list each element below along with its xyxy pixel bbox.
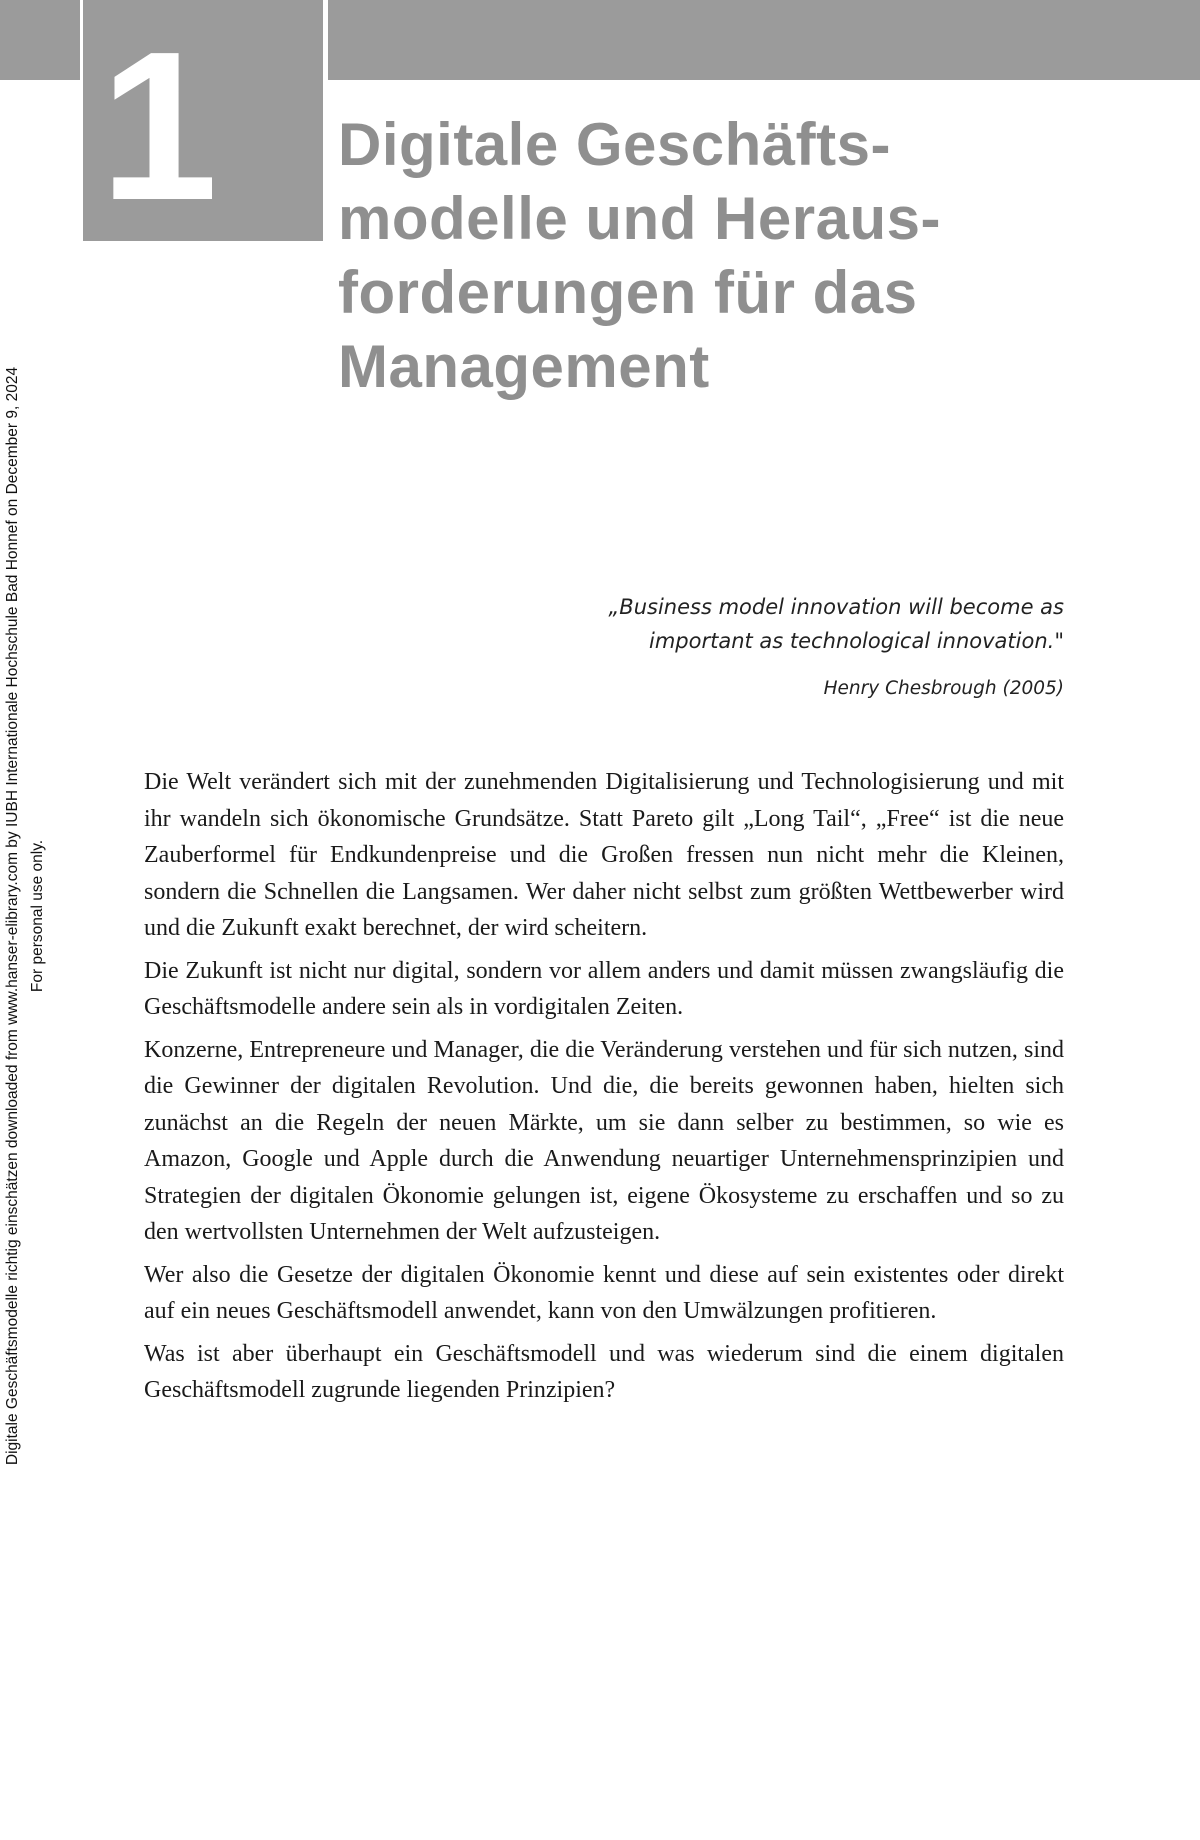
download-notice-line: For personal use only.: [29, 839, 46, 993]
epigraph: [500, 590, 1064, 702]
download-notice-line: Digitale Geschäftsmodelle richtig einschätzen downloaded from www.hanser-elibrary.com by IUBH Internationale Hochschule Bad Honnef on December 9, 2024: [4, 366, 21, 1466]
epigraph-quote-line: important as technological innovation.": [648, 629, 1064, 653]
chapter-number: 1: [100, 7, 218, 244]
chapter-title-line: modelle und Heraus-: [338, 185, 941, 252]
download-notice: [0, 266, 60, 1566]
header-band-right: [328, 0, 1200, 80]
paragraph: Konzerne, Entrepreneure und Manager, die die Veränderung verstehen und für sich nutzen, sind die Gewinner der digitalen Revolution. Und die, die bereits gewonnen haben, hielten sich zunächst an die Regeln der neuen Märkte, um sie dann selber zu bestimmen, so wie es Amazon, Google und Apple durch die Anwendung neuartiger Unternehmensprinzipien und Strategien der digitalen Ökonomie gelungen ist, eigene Ökosysteme zu erschaffen und so zu den wertvollsten Unternehmen der Welt aufzusteigen.: [144, 1036, 1064, 1245]
chapter-title-line: Management: [338, 333, 710, 400]
body-text: [144, 764, 1064, 1415]
header-band-left: [0, 0, 80, 80]
paragraph: Wer also die Gesetze der digitalen Ökonomie kennt und diese auf sein existentes oder direkt auf ein neues Geschäftsmodell anwendet, kann von den Umwälzungen profitieren.: [144, 1261, 1064, 1324]
chapter-title: [338, 108, 1158, 404]
epigraph-quote: [500, 590, 1064, 658]
epigraph-author: Henry Chesbrough (2005): [823, 678, 1064, 699]
chapter-title-line: Digitale Geschäfts-: [338, 111, 891, 178]
paragraph: Die Zukunft ist nicht nur digital, sondern vor allem anders und damit müssen zwangsläufig die Geschäftsmodelle andere sein als in vordigitalen Zeiten.: [144, 957, 1064, 1020]
paragraph: Was ist aber überhaupt ein Geschäftsmodell und was wiederum sind die einem digitalen Geschäftsmodell zugrunde liegenden Prinzipien?: [144, 1340, 1064, 1403]
chapter-title-line: forderungen für das: [338, 259, 918, 326]
paragraph: Die Welt verändert sich mit der zunehmenden Digitalisierung und Technologisierung und mit ihr wandeln sich ökonomische Grundsätze. Statt Pareto gilt „Long Tail“, „Free“ ist die neue Zauberformel für Endkundenpreise und die Großen fressen nun nicht mehr die Kleinen, sondern die Schnellen die Langsamen. Wer daher nicht selbst zum größten Wettbewerber wird und die Zukunft exakt berechnet, der wird scheitern.: [144, 769, 1064, 941]
epigraph-quote-line: „Business model innovation will become as: [608, 595, 1064, 619]
